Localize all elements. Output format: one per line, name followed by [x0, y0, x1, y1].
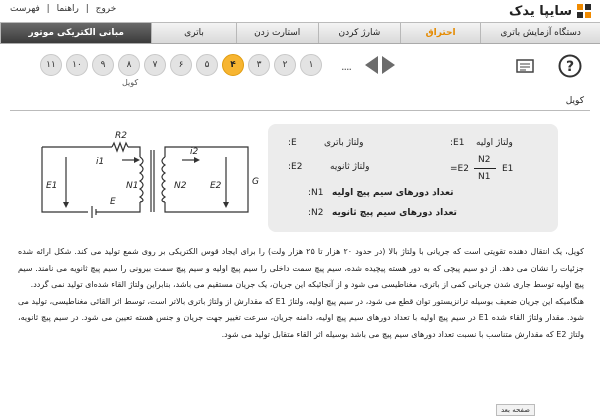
description-text — [18, 244, 584, 343]
primary-voltage-label: ولتاژ اولیه — [476, 138, 513, 148]
primary-turns-symbol: N1: — [308, 188, 324, 198]
step-3[interactable]: ۳ — [248, 54, 270, 76]
step-6[interactable]: ۶ — [170, 54, 192, 76]
help-link[interactable]: راهنما — [56, 4, 79, 14]
step-11[interactable]: ۱۱ — [40, 54, 62, 76]
coil-circuit-diagram — [30, 122, 270, 232]
legend-box — [268, 124, 558, 232]
label-i1: i1 — [96, 157, 105, 167]
secondary-turns-symbol: N2: — [308, 208, 324, 218]
section-title: کویل — [565, 96, 584, 106]
exit-link[interactable]: خروج — [95, 4, 117, 14]
paragraph: هنگامیکه این جریان ضعیف بوسیله ترانزیستور توان قطع می شود، در سیم پیچ اولیه، ولتاژ E1 که مقدارش از ولتاژ باتری بالاتر است، توسط اثر القائی مغناطیسی، تولید می شود. مقدار ولتاژ القاء شده E1 در سیم پیچ اولیه با تعداد دورهای سیم پیچ اولیه، دامنه جریان، سرعت تغییر جهت جریان و جنس هسته تعیین می شود. در سیم پیچ ثانویه، ولتاژ E2 که مقدارش متناسب با نسبت تعداد دورهای سیم پیچ می باشد بوسیله اثر القاء متقابل تولید می شود. — [18, 296, 585, 339]
top-bar — [0, 0, 600, 22]
step-1[interactable]: ۱ — [300, 54, 322, 76]
label-i2: i2 — [190, 147, 199, 157]
next-page-button[interactable]: صفحه بعد — [496, 404, 535, 416]
divider — [10, 110, 590, 111]
step-list — [40, 54, 322, 76]
nav-charging[interactable]: شارژ کردن — [318, 23, 400, 43]
arrow-left-icon[interactable] — [365, 56, 378, 74]
label-r2: R2 — [115, 131, 127, 141]
main-nav — [0, 22, 600, 44]
separator: | — [46, 4, 50, 14]
arrow-right-icon[interactable] — [382, 56, 395, 74]
help-icon[interactable] — [558, 54, 582, 78]
formula-rhs: E1 — [502, 164, 514, 174]
nav-battery[interactable]: باتری — [151, 23, 235, 43]
step-5[interactable]: ۵ — [196, 54, 218, 76]
nav-starting[interactable]: استارت زدن — [236, 23, 318, 43]
formula-numerator: N2 — [478, 155, 491, 165]
step-10[interactable]: ۱۰ — [66, 54, 88, 76]
primary-voltage-symbol: E1: — [450, 138, 465, 148]
step-bar — [0, 44, 600, 92]
fraction-bar — [474, 168, 496, 169]
brand-name: سایپا یدک — [509, 3, 572, 19]
paragraph: کویل، یک انتقال دهنده تقویتی است که جریانی با ولتاژ بالا (در حدود ۲۰ هزار تا ۲۵ هزار ولت) را برای ایجاد قوس الکتریکی بر روی شمع تولید می کند. شکل ارائه شده جزئیات را نشان می دهد. از دو سیم پیچی که به دور هسته پیچیده شده، سیم پیچ سمت داخلی را سیم پیچ اولیه و سیم پیچ سمت بیرونی را سیم پیچ ثانویه می نامند. سیم پیچ اولیه توسط جاری شدن جریانی کمی از باتری، مغناطیسی می شود و از آنجائیکه این جریان، یک جریان مستقیم می باشد، بنابراین ولتاژ القاء شده‌ای تولید نمی گردد. — [18, 247, 584, 289]
formula-lhs: E2= — [450, 164, 469, 174]
label-n1: N1 — [126, 181, 139, 191]
separator: | — [85, 4, 89, 14]
step-7[interactable]: ۷ — [144, 54, 166, 76]
contents-link[interactable]: فهرست — [10, 4, 40, 14]
label-e2: E2 — [210, 181, 222, 191]
nav-battery-tester[interactable]: دستگاه آزمایش باتری — [480, 23, 600, 43]
secondary-turns-label: تعداد دورهای سیم پیچ ثانویه — [332, 208, 457, 218]
secondary-voltage-symbol: E2: — [288, 162, 303, 172]
label-e1: E1 — [46, 181, 58, 191]
step-2[interactable]: ۲ — [274, 54, 296, 76]
secondary-voltage-label: ولتاژ ثانویه — [330, 162, 370, 172]
current-step-caption: کویل — [122, 78, 139, 87]
battery-voltage-label: ولتاژ باتری — [324, 138, 364, 148]
step-4[interactable]: ۴ — [222, 54, 244, 76]
brand-mark-icon — [576, 3, 592, 19]
svg-text:?: ? — [565, 59, 575, 75]
label-g: G — [252, 177, 259, 187]
primary-turns-label: تعداد دورهای سیم پیچ اولیه — [332, 188, 454, 198]
top-links — [8, 4, 118, 14]
nav-electrical-basics[interactable]: مبانی الکتریکی موتور — [0, 23, 151, 43]
brand-logo — [509, 2, 592, 20]
battery-voltage-symbol: E: — [288, 138, 297, 148]
label-n2: N2 — [174, 181, 187, 191]
notes-icon[interactable] — [516, 58, 534, 74]
nav-ignition[interactable]: احتراق — [400, 23, 480, 43]
step-8[interactable]: ۸ — [118, 54, 140, 76]
formula-denominator: N1 — [478, 172, 491, 182]
label-e: E — [110, 197, 116, 207]
step-9[interactable]: ۹ — [92, 54, 114, 76]
more-steps-indicator: .... — [341, 60, 351, 73]
